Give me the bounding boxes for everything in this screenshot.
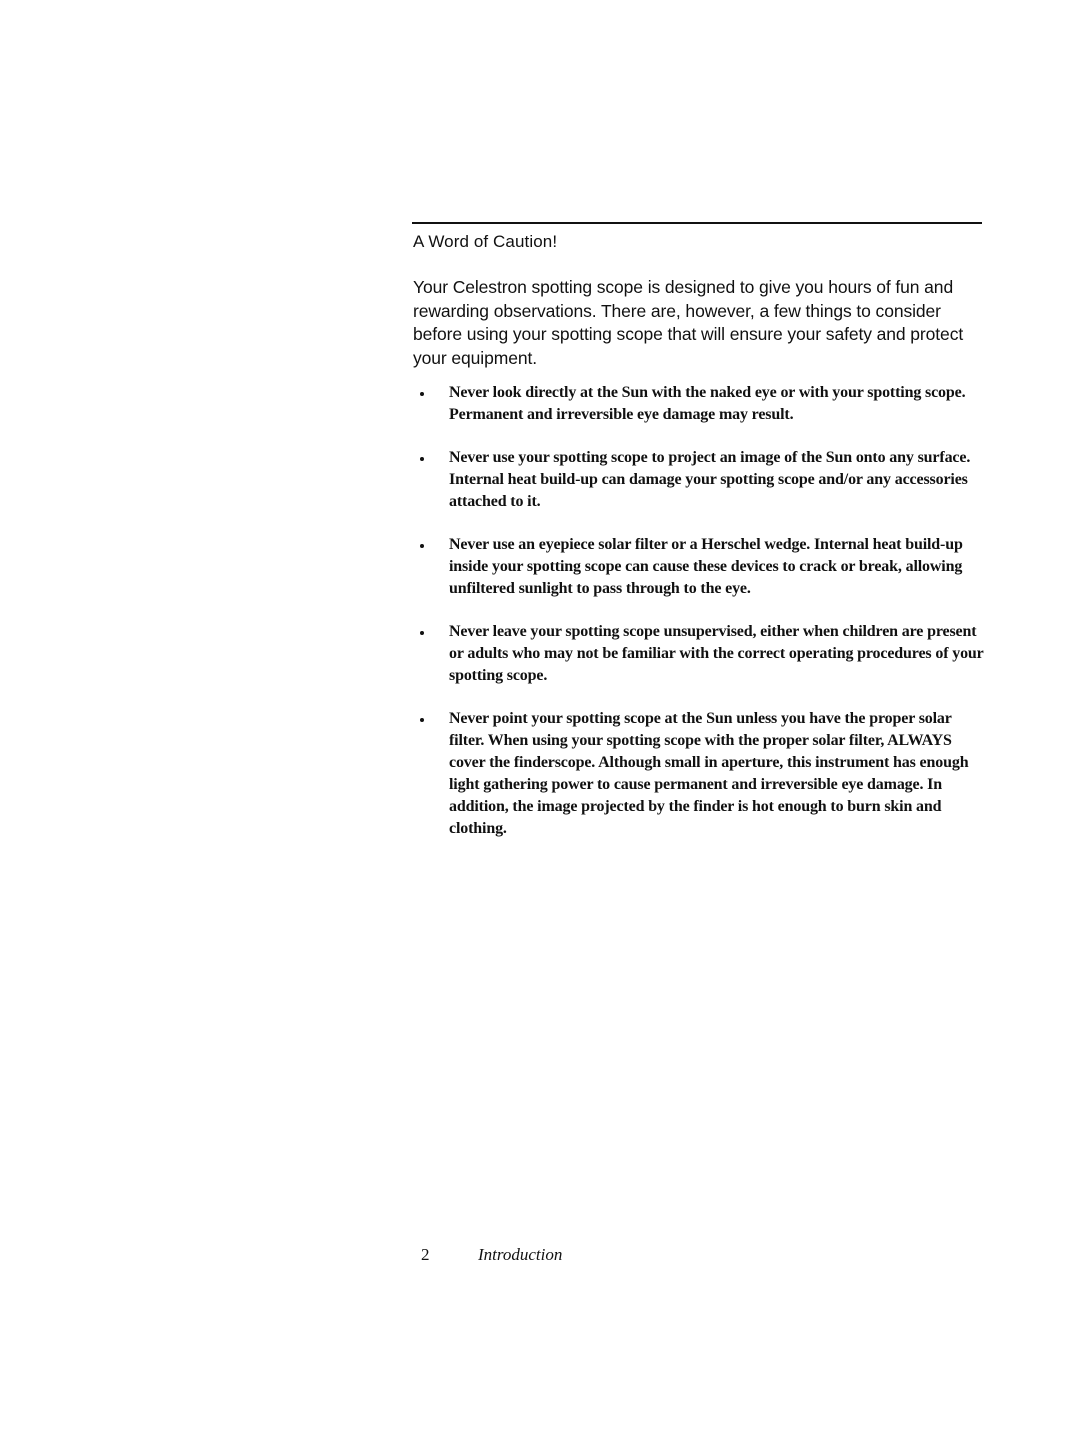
footer-section-name: Introduction	[478, 1245, 563, 1264]
caution-text: Never point your spotting scope at the Sun unless you have the proper solar filter. When using your spotting scope with the proper solar filter, ALWAYS cover the finderscope. Although small in aperture, this instrument has enough light gathering power to cause permanent and irreversible eye damage. In addition, the image projected by the finder is hot enough to burn skin and clothing.	[449, 710, 969, 837]
bullet-dot-icon	[420, 631, 424, 635]
caution-item	[412, 534, 987, 600]
caution-text: Never use an eyepiece solar filter or a Herschel wedge. Internal heat build-up inside your spotting scope can cause these devices to crack or break, allowing unfiltered sunlight to pass through to the eye.	[449, 536, 963, 597]
caution-item	[412, 447, 987, 513]
bullet-dot-icon	[420, 457, 424, 461]
caution-list	[412, 382, 987, 861]
page-footer	[421, 1243, 641, 1269]
bullet-dot-icon	[420, 392, 424, 396]
caution-item	[412, 621, 987, 687]
intro-paragraph: Your Celestron spotting scope is designed to give you hours of fun and rewarding observations. There are, however, a few things to consider before using your spotting scope that will ensure your safety and protect your equipment.	[413, 277, 964, 368]
caution-text: Never leave your spotting scope unsupervised, either when children are present or adults who may not be familiar with the correct operating procedures of your spotting scope.	[449, 623, 984, 684]
bullet-dot-icon	[420, 718, 424, 722]
section-rule	[412, 222, 982, 224]
caution-item	[412, 708, 987, 840]
caution-text: Never use your spotting scope to project an image of the Sun onto any surface. Internal heat build-up can damage your spotting scope and/or any accessories attached to it.	[449, 449, 971, 510]
caution-text: Never look directly at the Sun with the naked eye or with your spotting scope. Permanent and irreversible eye damage may result.	[449, 384, 966, 423]
bullet-dot-icon	[420, 544, 424, 548]
page-number: 2	[421, 1245, 430, 1264]
section-heading: A Word of Caution!	[413, 232, 558, 251]
caution-item	[412, 382, 987, 426]
